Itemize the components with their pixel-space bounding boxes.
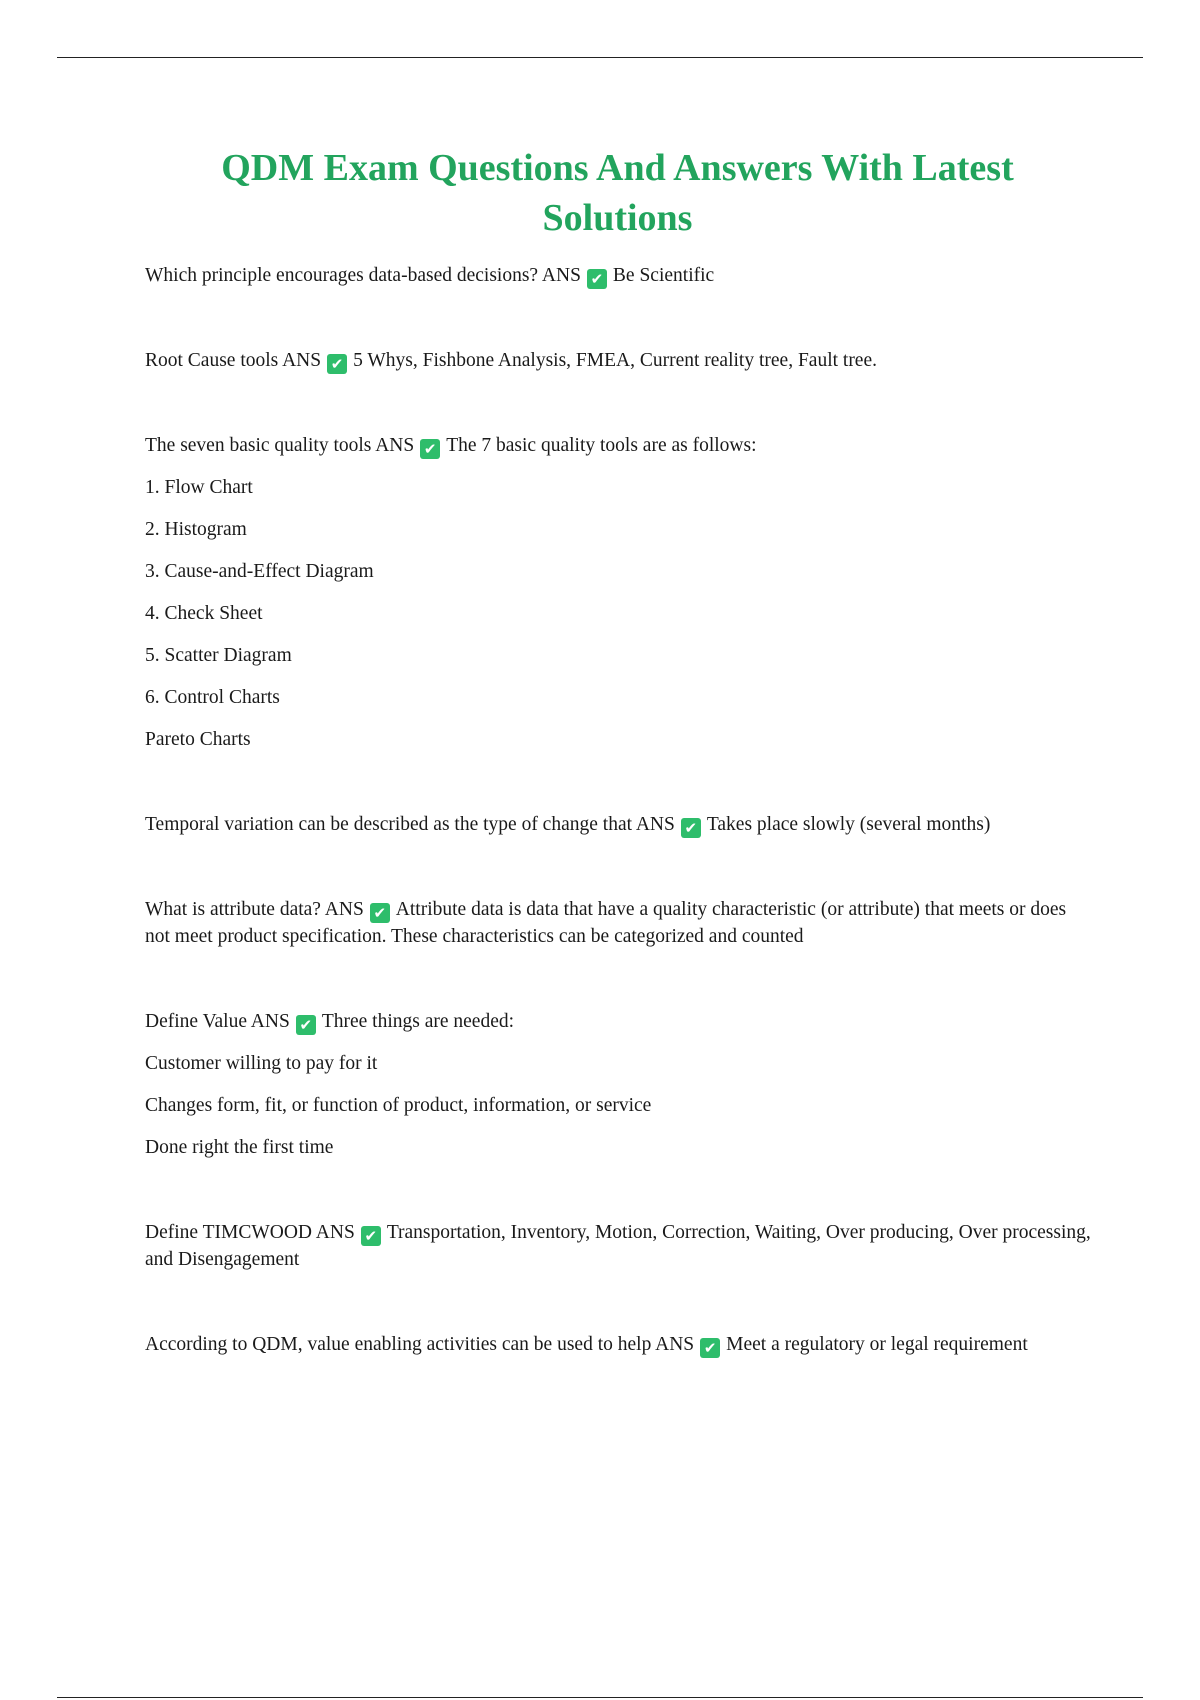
qa-item [145,432,1095,753]
question-text: According to QDM, value enabling activities can be used to help [145,1334,652,1355]
checkmark-box-icon: ✔ [681,818,701,838]
bottom-rule [57,1697,1143,1698]
top-rule [57,57,1143,58]
answer-detail-line: Changes form, fit, or function of product, information, or service [145,1095,652,1116]
ans-marker: ANS [315,1222,355,1243]
question-text: The seven basic quality tools [145,435,372,456]
page-title: QDM Exam Questions And Answers With Latest Solutions [221,147,1014,239]
qa-line [145,811,1095,838]
checkmark-box-icon: ✔ [587,269,607,289]
ans-marker: ANS [541,265,581,286]
answer-detail-line: Pareto Charts [145,729,251,750]
checkmark-box-icon: ✔ [296,1015,316,1035]
qa-list [145,262,1095,1416]
qa-item [145,896,1095,950]
answer-text: Transportation, Inventory, Motion, Correction, Waiting, Over producing, Over processing, and Disengagement [145,1222,1091,1270]
answer-detail-line: 1. Flow Chart [145,477,253,498]
answer-detail-line: 3. Cause-and-Effect Diagram [145,561,374,582]
checkmark-box-icon: ✔ [327,354,347,374]
answer-detail-line: 2. Histogram [145,519,247,540]
qa-item [145,1008,1095,1161]
qa-line [145,432,1095,459]
qa-item [145,811,1095,838]
ans-marker: ANS [375,435,415,456]
qa-item [145,1331,1095,1358]
answer-text: Takes place slowly (several months) [706,814,991,835]
answer-detail-line: Done right the first time [145,1137,334,1158]
checkmark-box-icon: ✔ [420,439,440,459]
qa-line [145,347,1095,374]
ans-marker: ANS [635,814,675,835]
question-text: Root Cause tools [145,350,279,371]
answer-text: 5 Whys, Fishbone Analysis, FMEA, Current reality tree, Fault tree. [353,350,877,371]
ans-marker: ANS [250,1011,290,1032]
question-text: Which principle encourages data-based decisions? [145,265,539,286]
question-text: Define Value [145,1011,247,1032]
answer-text: Attribute data is data that have a quality characteristic (or attribute) that meets or does not meet product specification. These characteristics can be categorized and counted [145,899,1067,947]
checkmark-box-icon: ✔ [700,1338,720,1358]
checkmark-box-icon: ✔ [361,1226,381,1246]
ans-marker: ANS [655,1334,695,1355]
answer-text: Be Scientific [612,265,715,286]
qa-line [145,896,1095,950]
question-text: What is attribute data? [145,899,321,920]
answer-detail-line: 5. Scatter Diagram [145,645,292,666]
checkmark-box-icon: ✔ [370,903,390,923]
answer-detail-line: Customer willing to pay for it [145,1053,378,1074]
qa-item [145,1219,1095,1273]
qa-item [145,262,1095,289]
question-text: Define TIMCWOOD [145,1222,312,1243]
qa-item [145,347,1095,374]
answer-detail-line: 6. Control Charts [145,687,280,708]
qa-line [145,1219,1095,1273]
answer-detail-line: 4. Check Sheet [145,603,263,624]
question-text: Temporal variation can be described as the type of change that [145,814,633,835]
answer-text: Three things are needed: [321,1011,515,1032]
qa-line [145,1008,1095,1035]
answer-text: Meet a regulatory or legal requirement [726,1334,1028,1355]
ans-marker: ANS [282,350,322,371]
qa-line [145,262,1095,289]
answer-text: The 7 basic quality tools are as follows: [446,435,757,456]
qa-line [145,1331,1095,1358]
ans-marker: ANS [324,899,364,920]
